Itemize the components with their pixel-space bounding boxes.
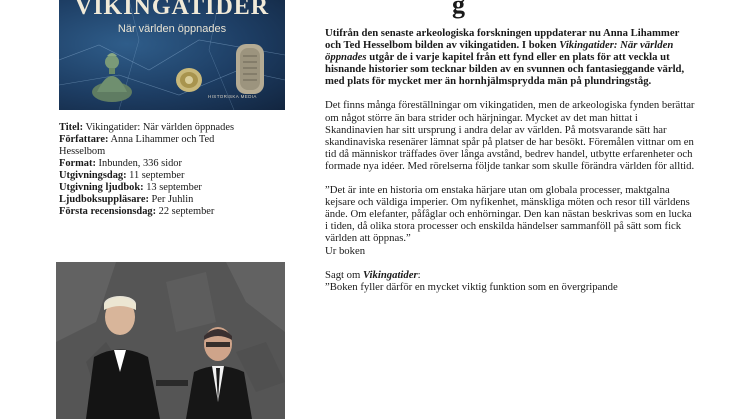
meta-label: Utgivning ljudbok: bbox=[59, 182, 144, 193]
meta-row-format bbox=[59, 158, 259, 170]
meta-value: 11 september bbox=[126, 170, 185, 181]
cover-subtitle: När världen öppnades bbox=[117, 23, 227, 35]
review-intro: Sagt om bbox=[325, 268, 364, 281]
review-quote: ”Boken fyller därför en mycket viktig funktion som en övergripande bbox=[325, 280, 618, 293]
coin-icon bbox=[236, 44, 264, 94]
review-colon: : bbox=[417, 268, 421, 281]
lead-text: Utifrån den senaste arkeologiska forskningen uppdaterar nu Anna Lihammer och Ted Hesselbom bilden av vikingatiden. I boken bbox=[325, 27, 680, 52]
lead-paragraph bbox=[325, 27, 695, 87]
meta-value: Vikingatider: När världen öppnades bbox=[83, 122, 235, 133]
article-text bbox=[325, 27, 695, 305]
meta-label: Utgivningsdag: bbox=[59, 170, 127, 181]
author-photo-image bbox=[56, 262, 285, 419]
lead-text-continued: utgår de i varje kapitel från ett fynd eller en plats för att veckla ut hisnande historier som tecknar bilden av en svunnen och fantasieggande värld, med plats för mycket mer än hornhjälmsprydda män på plundringståg. bbox=[325, 51, 685, 88]
meta-row-audiobook-date bbox=[59, 182, 259, 194]
cover-title: VIKINGATIDER bbox=[74, 0, 270, 20]
meta-row-title bbox=[59, 122, 259, 134]
cover-publisher: HISTORISKA MEDIA bbox=[208, 94, 257, 99]
meta-row-release-date bbox=[59, 170, 259, 182]
meta-value: 22 september bbox=[156, 206, 215, 217]
meta-row-review-date bbox=[59, 206, 259, 218]
meta-value: Inbunden, 336 sidor bbox=[95, 158, 182, 169]
meta-row-author bbox=[59, 134, 259, 158]
review-book-title: Vikingatider bbox=[363, 268, 418, 281]
meta-label: Format: bbox=[59, 158, 96, 169]
review-heading bbox=[325, 269, 695, 281]
quote-source: Ur boken bbox=[325, 244, 366, 257]
body-paragraph: Det finns många föreställningar om vikingatiden, men de arkeologiska fynden berättar om något större än bara strider och härjningar. Mycket av det man hittat i Skandinavien har sitt ursprung i andra delar av världen. På motsvarande sätt har skandinaviska resenärer lämnat spår på platser de har besökt. Föremålen vittnar om en tid då människor träffades över långa avstånd, bedrev handel, utbytte erfarenheter och formade nya idéer. Med rörelserna följde tankar som skulle förändra världen för alltid. bbox=[325, 99, 695, 172]
brooch-icon bbox=[176, 68, 202, 92]
headline-fragment: g bbox=[452, 0, 465, 19]
book-details bbox=[59, 122, 259, 218]
book-cover bbox=[59, 0, 285, 110]
author-photo bbox=[56, 262, 285, 419]
meta-label: Ljudboksuppläsare: bbox=[59, 194, 149, 205]
lead-book-title: Vikingatider: När världen öppnades bbox=[325, 39, 674, 64]
quote-paragraph: ”Det är inte en historia om enstaka härjare utan om globala processer, maktgalna kejsare och väldiga imperier. Om nyfikenhet, mänskliga möten och resor till världens ände. Om elefanter, påfåglar och enhörningar. Den kan nästan beskrivas som en lucka i tiden, då olika stora processer och enskilda händelser sammanföll på sätt som fick världen att öppnas.” bbox=[325, 184, 692, 245]
meta-row-narrator bbox=[59, 194, 259, 206]
meta-value: Per Juhlin bbox=[148, 194, 194, 205]
meta-value: Anna Lihammer och Ted Hesselbom bbox=[59, 134, 215, 157]
meta-label: Titel: bbox=[59, 122, 84, 133]
meta-label: Författare: bbox=[59, 134, 109, 145]
meta-value: 13 september bbox=[143, 182, 202, 193]
meta-label: Första recensionsdag: bbox=[59, 206, 157, 217]
